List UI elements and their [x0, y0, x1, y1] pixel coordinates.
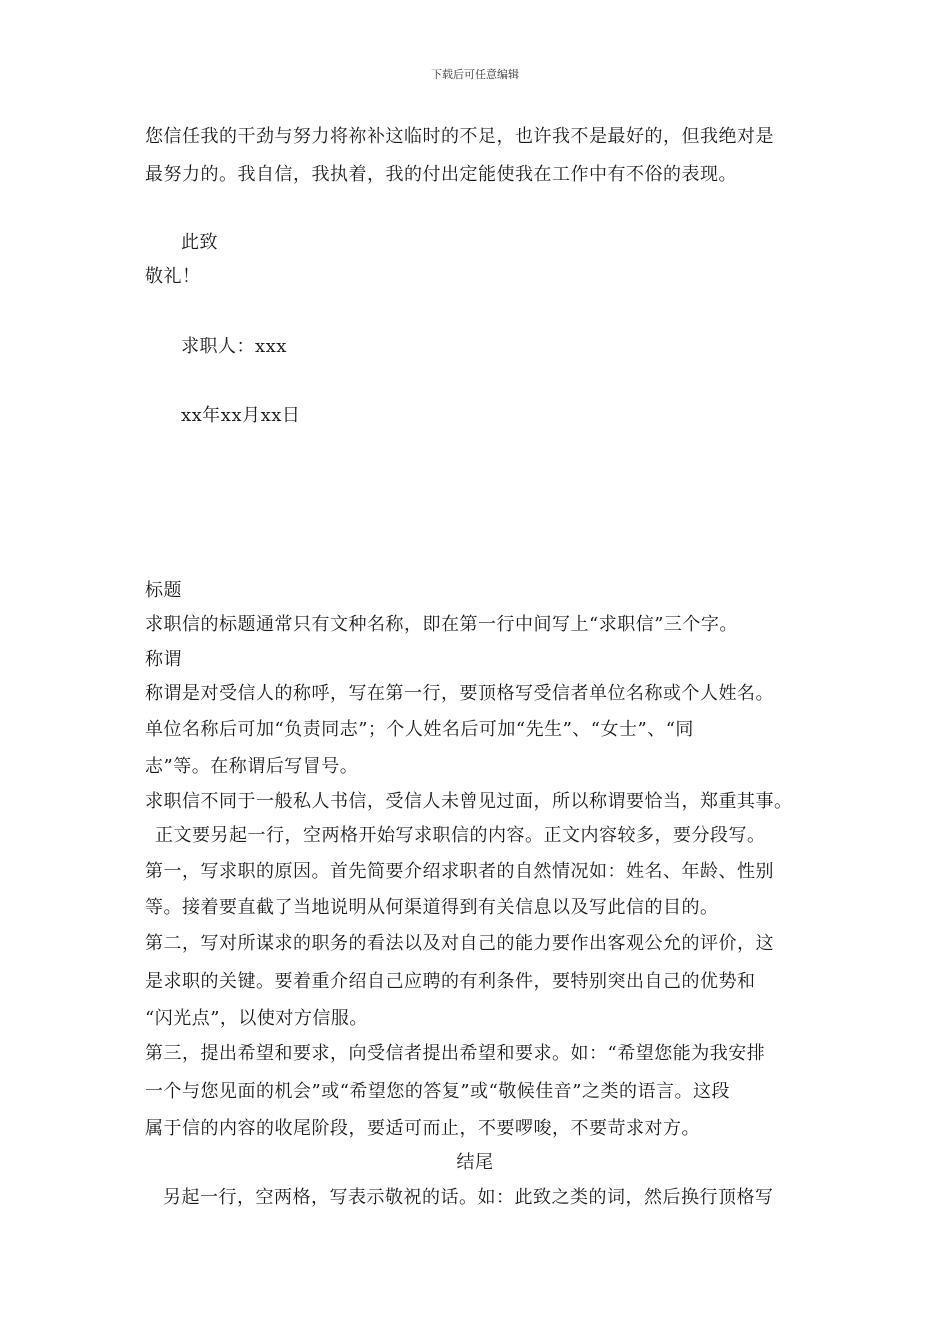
signature: 求职人：xxx	[181, 336, 287, 357]
heading-title: 标题	[145, 580, 182, 601]
page-header: 下载后可任意编辑	[431, 68, 519, 81]
second-line-2: 是求职的关键。要着重介绍自己应聘的有利条件，要特别突出自己的优势和	[145, 971, 756, 992]
date: xx年xx月xx日	[181, 405, 301, 426]
third-line-1: 第三，提出希望和要求，向受信者提出希望和要求。如：“希望您能为我安排	[145, 1043, 766, 1064]
third-line-3: 属于信的内容的收尾阶段，要适可而止，不要啰唆，不要苛求对方。	[145, 1118, 700, 1139]
closing-regards: 敬礼！	[145, 266, 201, 287]
body-line-1: 您信任我的干劲与努力将祢补这临时的不足，也许我不是最好的，但我绝对是	[145, 126, 774, 147]
salutation-line-1: 称谓是对受信人的称呼，写在第一行，要顶格写受信者单位名称或个人姓名。	[145, 683, 774, 704]
ending-line: 另起一行，空两格，写表示敬祝的话。如：此致之类的词，然后换行顶格写	[163, 1187, 774, 1208]
second-line-3: “闪光点”，以使对方信服。	[145, 1008, 368, 1029]
closing-salutation: 此致	[181, 232, 218, 253]
salutation-line-3: 志”等。在称谓后写冒号。	[145, 756, 359, 777]
title-text: 求职信的标题通常只有文种名称，即在第一行中间写上“求职信”三个字。	[145, 614, 738, 635]
second-line-1: 第二，写对所谋求的职务的看法以及对自己的能力要作出客观公允的评价，这	[145, 933, 774, 954]
heading-salutation: 称谓	[145, 649, 182, 670]
third-line-2: 一个与您见面的机会”或“希望您的答复”或“敬候佳音”之类的语言。这段	[145, 1081, 731, 1102]
first-line-1: 第一，写求职的原因。首先简要介绍求职者的自然情况如：姓名、年龄、性别	[145, 861, 774, 882]
salutation-line-5: 正文要另起一行，空两格开始写求职信的内容。正文内容较多，要分段写。	[155, 825, 766, 846]
first-line-2: 等。接着要直截了当地说明从何渠道得到有关信息以及写此信的目的。	[145, 897, 719, 918]
heading-ending: 结尾	[456, 1152, 494, 1173]
body-line-2: 最努力的。我自信，我执着，我的付出定能使我在工作中有不俗的表现。	[145, 164, 737, 185]
salutation-line-2: 单位名称后可加“负责同志”；个人姓名后可加“先生”、“女士”、“同	[145, 719, 694, 740]
salutation-line-4: 求职信不同于一般私人书信，受信人未曾见过面，所以称谓要恰当，郑重其事。	[145, 791, 793, 812]
